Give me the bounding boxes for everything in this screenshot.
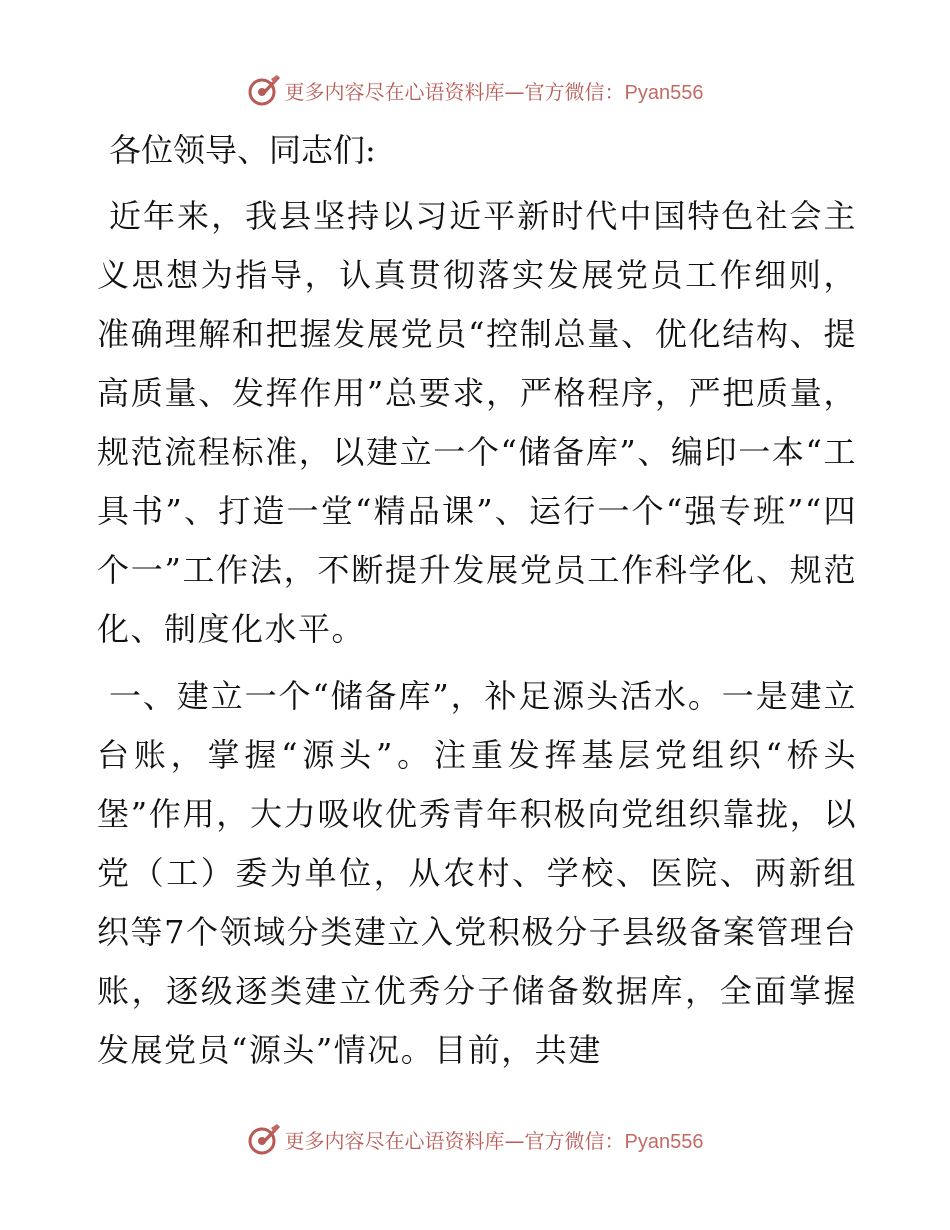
watermark-wechat-id: Pyan556	[624, 1130, 704, 1153]
watermark-site-text: 更多内容尽在心语资料库—官方微信：	[284, 79, 625, 104]
watermark-wechat-id: Pyan556	[624, 81, 704, 104]
watermark-text	[285, 1125, 704, 1154]
quill-logo-icon	[247, 1122, 281, 1156]
paragraph-intro	[97, 187, 857, 659]
greeting-line: 各位领导、同志们:	[109, 131, 376, 169]
paragraph-section-one	[97, 667, 857, 1080]
footer-watermark	[0, 1119, 950, 1159]
header-watermark	[0, 70, 950, 110]
quill-logo-icon	[247, 73, 281, 107]
document-body	[97, 121, 857, 1088]
watermark-text	[285, 76, 704, 105]
paragraph-section-one-text: 一、建立一个“储备库”，补足源头活水。一是建立台账，掌握“源头”。注重发挥基层党组织“桥头堡”作用，大力吸收优秀青年积极向党组织靠拢，以党（工）委为单位，从农村、学校、医院、两新组织等7个领域分类建立入党积极分子县级备案管理台账，逐级逐类建立优秀分子储备数据库，全面掌握发展党员“源头”情况。目前，共建	[97, 677, 857, 1069]
watermark-site-text: 更多内容尽在心语资料库—官方微信：	[284, 1128, 625, 1153]
paragraph-intro-text: 近年来，我县坚持以习近平新时代中国特色社会主义思想为指导，认真贯彻落实发展党员工作细则，准确理解和把握发展党员“控制总量、优化结构、提高质量、发挥作用”总要求，严格程序，严把质量，规范流程标准，以建立一个“储备库”、编印一本“工具书”、打造一堂“精品课”、运行一个“强专班”“四个一”工作法，不断提升发展党员工作科学化、规范化、制度化水平。	[97, 197, 857, 648]
